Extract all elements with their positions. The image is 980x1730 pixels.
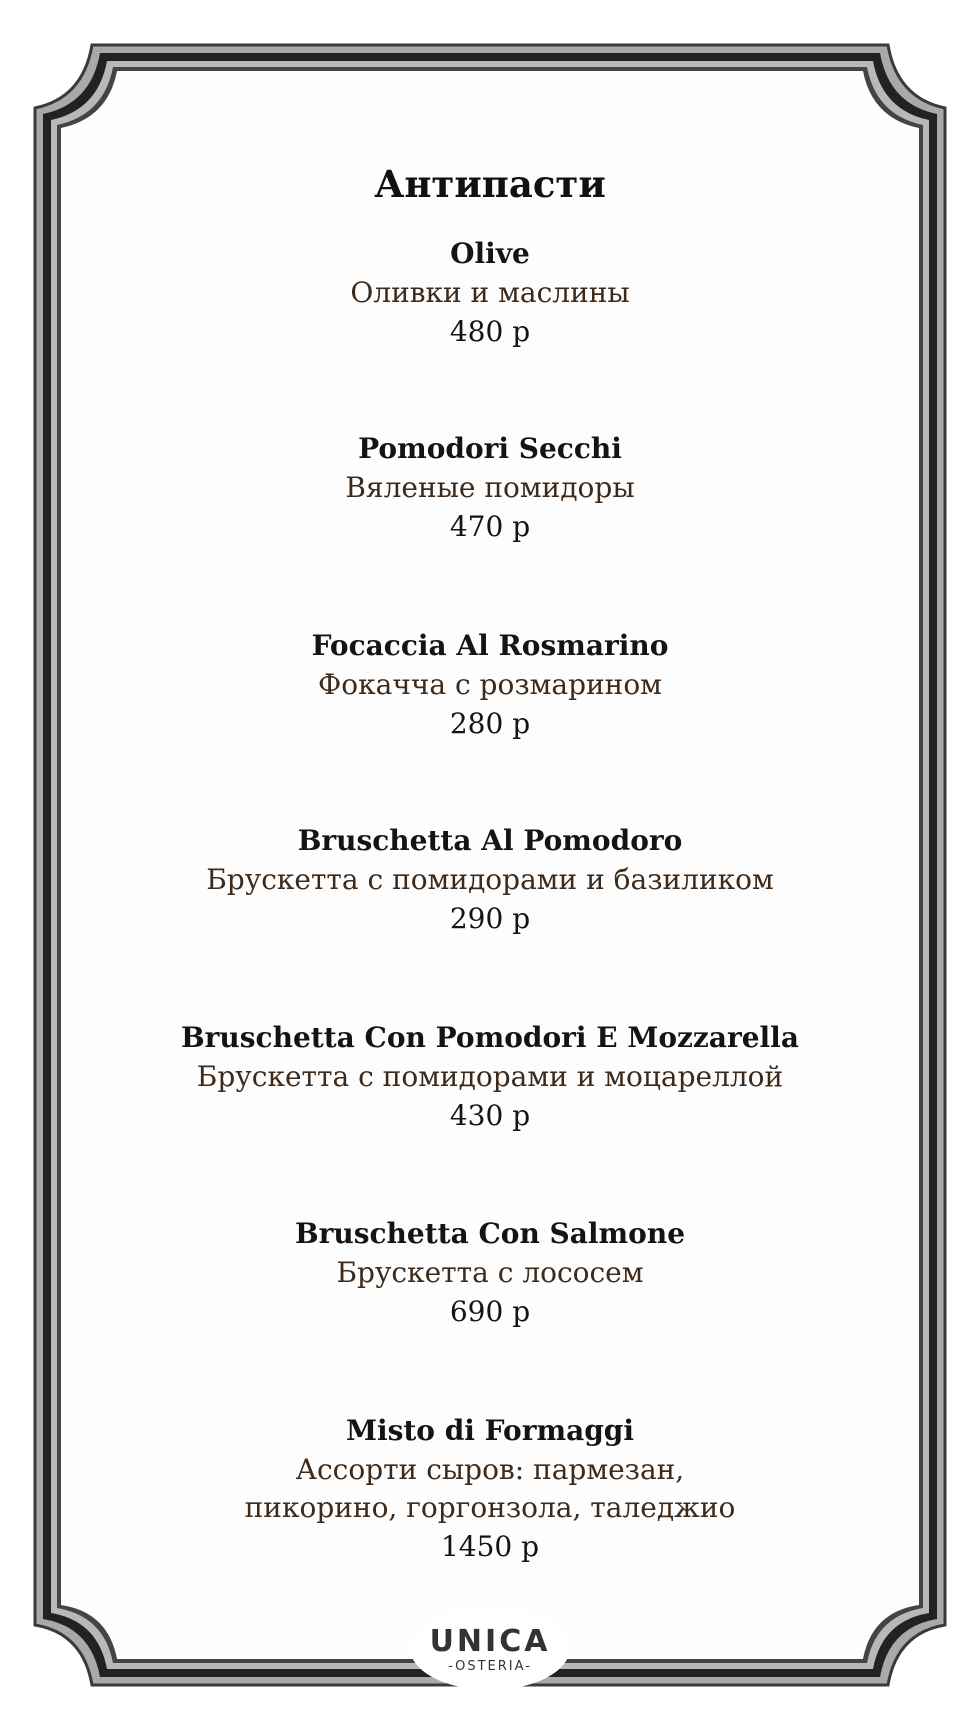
- menu-item-bruschetta-mozzarella: [150, 1018, 830, 1136]
- menu-item-misto-formaggi: [150, 1411, 830, 1567]
- item-name: Olive: [450, 237, 530, 270]
- item-price: 690 р: [449, 1295, 531, 1328]
- item-price: 280 р: [449, 707, 531, 740]
- item-description: Фокачча с розмарином: [318, 668, 662, 701]
- menu-item-bruschetta-salmone: [150, 1214, 830, 1332]
- item-description: Оливки и маслины: [350, 276, 630, 309]
- item-price: 1450 р: [440, 1530, 540, 1563]
- item-name: Pomodori Secchi: [358, 432, 622, 465]
- item-price: 290 р: [449, 902, 531, 935]
- item-name: Misto di Formaggi: [345, 1414, 635, 1447]
- item-description: Вяленые помидоры: [345, 471, 635, 504]
- item-description-line-2: пикорино, горгонзола, таледжио: [244, 1491, 736, 1524]
- item-description: Брускетта с лососем: [336, 1256, 644, 1289]
- menu-item-focaccia: [150, 626, 830, 744]
- logo-subtitle: -OSTERIA-: [448, 1659, 532, 1674]
- menu-item-pomodori-secchi: [150, 429, 830, 547]
- item-description: Брускетта с помидорами и базиликом: [206, 863, 774, 896]
- restaurant-logo: [410, 1625, 570, 1675]
- item-description: Ассорти сыров: пармезан,: [295, 1453, 685, 1486]
- item-name: Bruschetta Al Pomodoro: [297, 824, 683, 857]
- item-price: 480 р: [449, 315, 531, 348]
- item-description: Брускетта с помидорами и моцареллой: [196, 1060, 784, 1093]
- item-price: 470 р: [449, 510, 531, 543]
- logo-wordmark: UNICA: [429, 1624, 551, 1659]
- item-price: 430 р: [449, 1099, 531, 1132]
- page-title: Антипасти: [374, 162, 606, 206]
- menu-item-bruschetta-pomodoro: [150, 821, 830, 939]
- menu-item-olive: [150, 234, 830, 352]
- item-name: Bruschetta Con Pomodori E Mozzarella: [181, 1021, 799, 1054]
- item-name: Bruschetta Con Salmone: [294, 1217, 686, 1250]
- item-name: Focaccia Al Rosmarino: [311, 629, 669, 662]
